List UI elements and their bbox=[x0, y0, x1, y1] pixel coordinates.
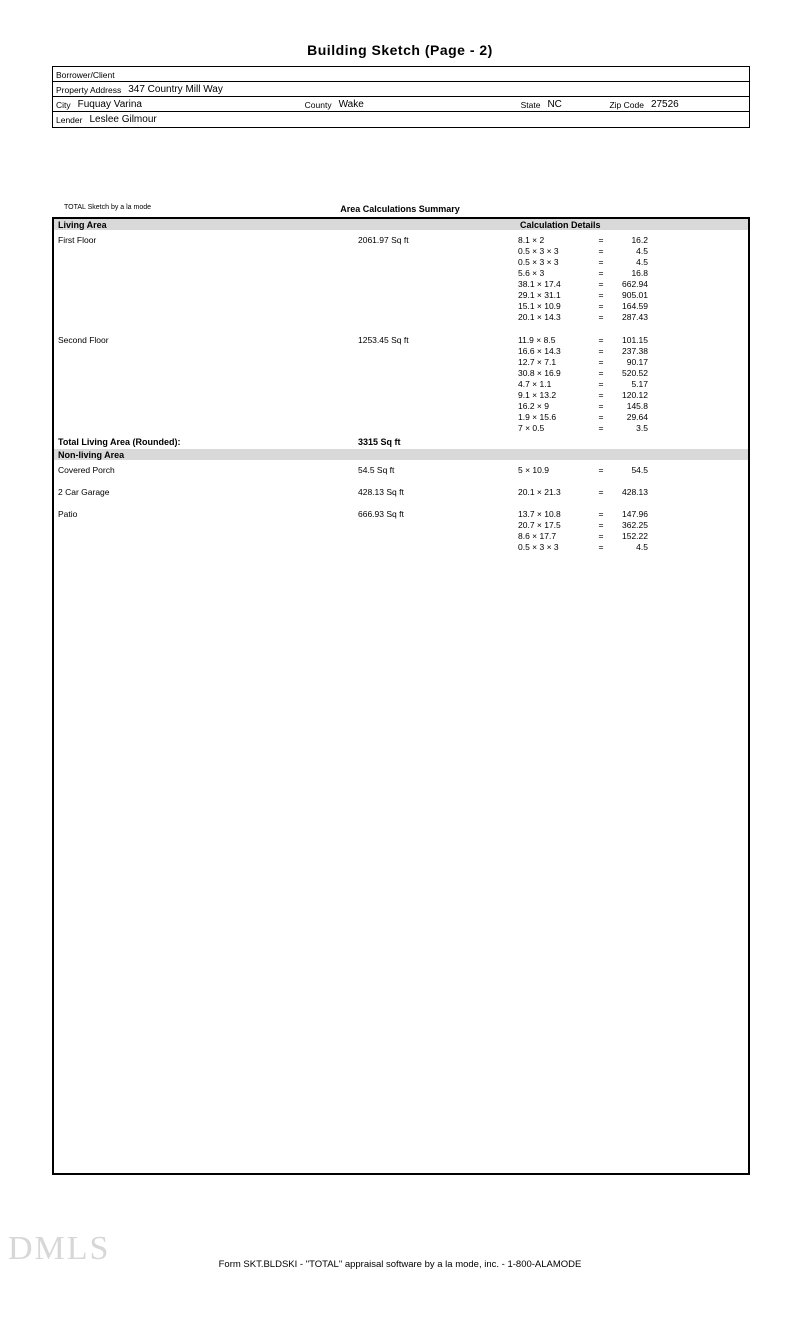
calculation-line: 13.7 × 10.8 = 147.96 bbox=[518, 509, 648, 519]
calculation-details bbox=[518, 323, 752, 434]
table-row bbox=[54, 434, 752, 449]
city-label: City bbox=[56, 100, 71, 110]
calculation-line: 30.8 × 16.9 = 520.52 bbox=[518, 368, 648, 378]
header-row-city bbox=[53, 97, 749, 112]
table-row bbox=[54, 498, 752, 553]
living-area-label: Living Area bbox=[58, 220, 107, 230]
calculation-line: 8.1 × 2 = 16.2 bbox=[518, 235, 648, 245]
table-row bbox=[54, 323, 752, 434]
total-living-area-calc bbox=[518, 434, 752, 449]
area-name: Patio bbox=[58, 509, 78, 519]
calculation-line: 0.5 × 3 × 3 = 4.5 bbox=[518, 542, 648, 552]
area-calculations-summary-title: Area Calculations Summary bbox=[340, 204, 460, 214]
area-name: 2 Car Garage bbox=[58, 487, 110, 497]
area-value: 428.13 Sq ft bbox=[358, 487, 404, 497]
calculation-line: 29.1 × 31.1 = 905.01 bbox=[518, 290, 648, 300]
calculation-line: 9.1 × 13.2 = 120.12 bbox=[518, 390, 648, 400]
property-header-box bbox=[52, 66, 750, 128]
county-value: Wake bbox=[338, 99, 364, 110]
property-address-value: 347 Country Mill Way bbox=[128, 84, 223, 95]
sketch-credit: TOTAL Sketch by a la mode bbox=[64, 204, 152, 211]
total-living-area-value: 3315 Sq ft bbox=[358, 437, 401, 447]
non-living-area-band bbox=[54, 449, 748, 461]
state-label: State bbox=[520, 100, 541, 110]
calculation-line: 12.7 × 7.1 = 90.17 bbox=[518, 357, 648, 367]
header-row-address bbox=[53, 82, 749, 97]
total-living-area-label: Total Living Area (Rounded): bbox=[58, 437, 181, 447]
city-value: Fuquay Varina bbox=[77, 99, 142, 110]
calculation-line: 0.5 × 3 × 3 = 4.5 bbox=[518, 257, 648, 267]
borrower-label: Borrower/Client bbox=[56, 70, 115, 80]
table-row bbox=[54, 461, 752, 476]
area-value: 1253.45 Sq ft bbox=[358, 335, 409, 345]
calculation-line: 20.1 × 14.3 = 287.43 bbox=[518, 312, 648, 322]
living-area-band bbox=[54, 219, 748, 231]
table-row bbox=[54, 476, 752, 498]
calculation-line: 8.6 × 17.7 = 152.22 bbox=[518, 531, 648, 541]
calculation-line: 20.1 × 21.3 = 428.13 bbox=[518, 487, 648, 497]
header-row-borrower bbox=[53, 67, 749, 82]
area-name: Covered Porch bbox=[58, 465, 115, 475]
calculation-details-label: Calculation Details bbox=[520, 220, 601, 230]
calculation-details bbox=[518, 461, 752, 476]
area-value: 666.93 Sq ft bbox=[358, 509, 404, 519]
borrower-value bbox=[118, 67, 749, 81]
header-row-lender bbox=[53, 112, 749, 127]
calculation-line: 4.7 × 1.1 = 5.17 bbox=[518, 379, 648, 389]
non-living-area-label: Non-living Area bbox=[58, 450, 125, 460]
calculation-details bbox=[518, 498, 752, 553]
calculation-line: 16.6 × 14.3 = 237.38 bbox=[518, 346, 648, 356]
calculation-line: 1.9 × 15.6 = 29.64 bbox=[518, 412, 648, 422]
area-value: 2061.97 Sq ft bbox=[358, 235, 409, 245]
county-label: County bbox=[304, 100, 332, 110]
calculation-line: 11.9 × 8.5 = 101.15 bbox=[518, 335, 648, 345]
zip-value: 27526 bbox=[650, 99, 679, 110]
area-name: First Floor bbox=[58, 235, 97, 245]
calculation-line: 7 × 0.5 = 3.5 bbox=[518, 423, 648, 433]
calculation-line: 15.1 × 10.9 = 164.59 bbox=[518, 301, 648, 311]
area-value: 54.5 Sq ft bbox=[358, 465, 395, 475]
calculation-line: 38.1 × 17.4 = 662.94 bbox=[518, 279, 648, 289]
table-row bbox=[54, 231, 752, 323]
state-value: NC bbox=[547, 99, 562, 110]
lender-label: Lender bbox=[56, 115, 83, 125]
zip-label: Zip Code bbox=[609, 100, 644, 110]
calculation-line: 5 × 10.9 = 54.5 bbox=[518, 465, 648, 475]
lender-value: Leslee Gilmour bbox=[89, 114, 157, 125]
property-address-label: Property Address bbox=[56, 85, 122, 95]
total-living-area-table bbox=[54, 434, 752, 449]
calculation-details bbox=[518, 476, 752, 498]
calculation-line: 5.6 × 3 = 16.8 bbox=[518, 268, 648, 278]
living-area-table bbox=[54, 231, 752, 434]
watermark: DMLS bbox=[8, 1230, 111, 1267]
calculation-line: 20.7 × 17.5 = 362.25 bbox=[518, 520, 648, 530]
area-name: Second Floor bbox=[58, 335, 109, 345]
calculation-line: 0.5 × 3 × 3 = 4.5 bbox=[518, 246, 648, 256]
calculation-line: 16.2 × 9 = 145.8 bbox=[518, 401, 648, 411]
form-footer: Form SKT.BLDSKI - "TOTAL" appraisal software by a la mode, inc. - 1-800-ALAMODE bbox=[218, 1259, 582, 1270]
non-living-area-table bbox=[54, 461, 752, 553]
page-title: Building Sketch (Page - 2) bbox=[307, 42, 493, 58]
calculation-details bbox=[518, 231, 752, 323]
calculations-panel bbox=[52, 217, 750, 1175]
